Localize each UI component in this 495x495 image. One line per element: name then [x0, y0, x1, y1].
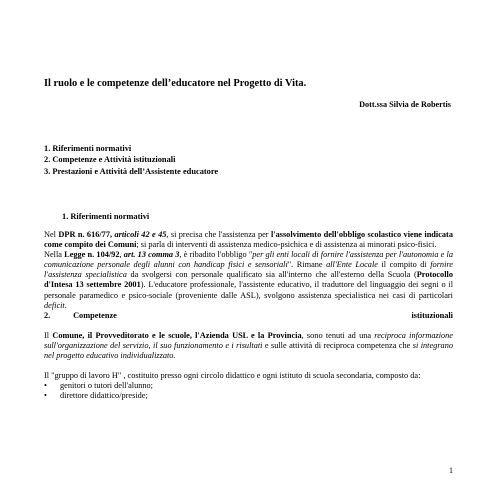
- toc-item: 1. Riferimenti normativi: [44, 144, 132, 153]
- bullet-icon: •: [44, 381, 47, 391]
- list-item: • genitori o tutori dell'alunno;: [44, 381, 153, 391]
- toc-item: 2. Competenze e Attività istituzionali: [44, 155, 176, 165]
- toc-item: 3. Prestazioni e Attività dell’Assistente educatore: [44, 166, 219, 176]
- paragraph: Il Comune, il Provveditorato e le scuole, l'Azienda USL e la Provincia, sono tenuti ad una reciproca informazione sull'organizzazione del servizio, il suo funzionamento e i risultati e sulle attività di reciproca competenza che si integrano nel progetto educativo individualizzato.: [44, 330, 453, 361]
- list-item: • direttore didattico/preside;: [44, 391, 148, 401]
- section-heading-2: 2. Competenze istituzionali: [44, 310, 453, 320]
- section-heading: 1. Riferimenti normativi: [62, 212, 150, 221]
- bullet-icon: •: [44, 391, 47, 401]
- document-body: [44, 230, 453, 401]
- paragraph: Nella Legge n. 104/92, art. 13 comma 3, è ribadito l'obbligo "per gli enti locali di fornire l'assistenza per l'autonomia e la comunicazione personale degli alunni con handicap fisici e sensoriali". Rimane all'Ente Locale il compito di fornire l'assistenza specialistica da svolgersi con personale qualificato sia all'interno che all'esterno della Scuola (Protocollo d'Intesa 13 settembre 2001). L'educatore professionale, l'assistente educativo, il traduttore del linguaggio dei segni o il personale paramedico e psico-sociale (proveniente dalle ASL), svolgono assistenza specialistica nei casi di particolari deficit.: [44, 250, 453, 310]
- document-title: Il ruolo e le competenze dell’educatore nel Progetto di Vita.: [44, 78, 307, 89]
- paragraph: Il "gruppo di lavoro H" , costituito presso ogni circolo didattico e ogni istituto di scuola secondaria, composto da:: [44, 371, 421, 381]
- document-author: Dott.ssa Silvia de Robertis: [359, 100, 451, 109]
- table-of-contents: [44, 143, 218, 177]
- page-number: 1: [449, 466, 453, 475]
- paragraph: Nel DPR n. 616/77, articoli 42 e 45, si precisa che l'assistenza per l'assolvimento dell'obbligo scolastico viene indicata come compito dei Comuni; si parla di interventi di assistenza medico-psichica e di assistenza ai minorati psico-fisici.: [44, 230, 453, 250]
